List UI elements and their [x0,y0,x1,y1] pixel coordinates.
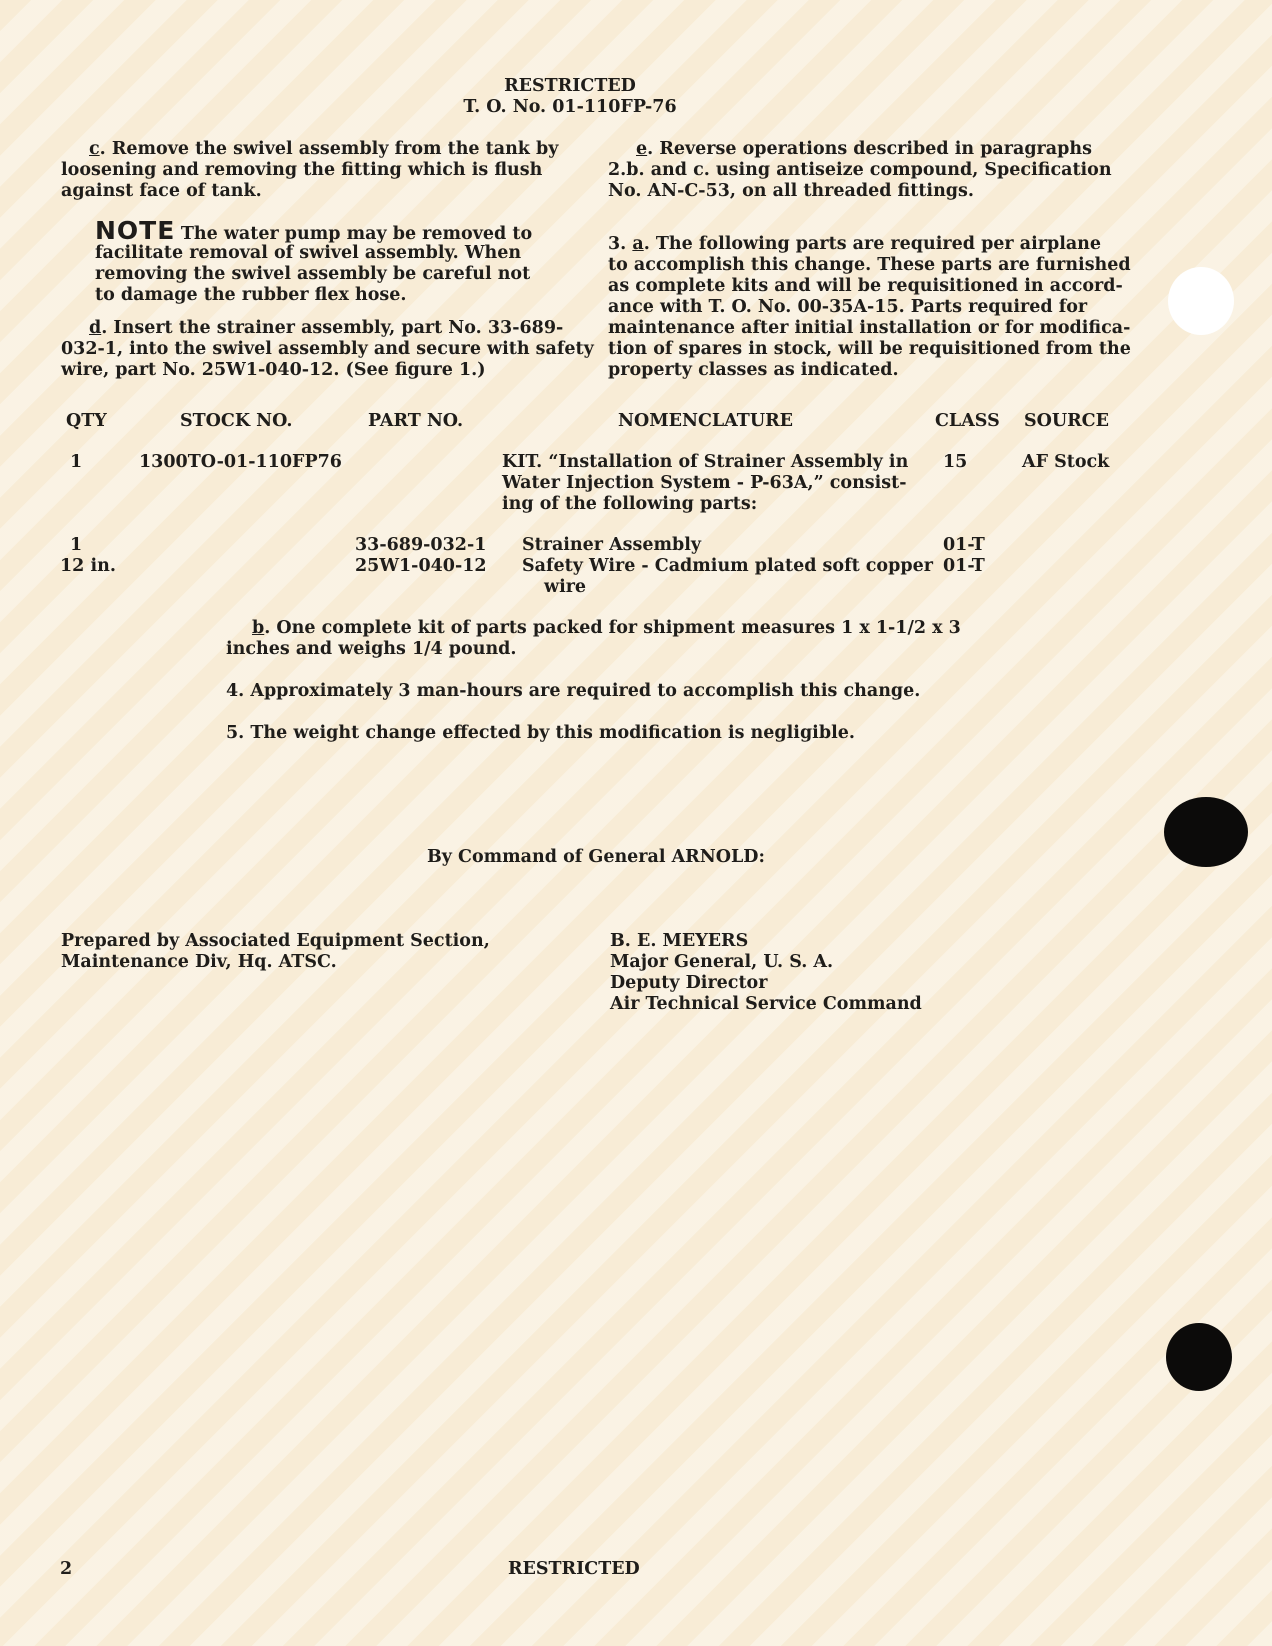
col-header-qty: QTY [66,411,107,431]
header-classification: RESTRICTED [504,76,636,96]
col-header-source: SOURCE [1024,411,1109,431]
para-3a-line-3: as complete kits and will be requisitioned in accord- [608,276,1123,296]
row-2-qty: 12 in. [60,556,116,576]
kit-nomenclature-line-2: Water Injection System - P-63A,” consist- [502,473,907,493]
signature-name: B. E. MEYERS [610,931,749,951]
para-d-letter: d [89,318,102,338]
para-3a-line-4: ance with T. O. No. 00-35A-15. Parts required for [608,297,1088,317]
para-e-text: . Reverse operations described in paragraphs [647,139,1092,159]
para-3-prefix: 3. [608,234,633,254]
para-d-line-2: 032-1, into the swivel assembly and secure with safety [61,339,594,359]
kit-class: 15 [943,452,968,472]
para-5: 5. The weight change effected by this modification is negligible. [226,723,855,743]
kit-stock-no: 1300TO-01-110FP76 [139,452,342,472]
para-d-line-1 [89,318,563,339]
page-number: 2 [60,1559,73,1579]
para-d-text: . Insert the strainer assembly, part No. 33-689- [101,318,564,338]
punch-hole-top [1168,267,1234,335]
punch-hole-middle [1164,797,1248,867]
para-e-line-3: No. AN-C-53, on all threaded fittings. [608,181,974,201]
col-header-part-no: PART NO. [368,411,464,431]
note-line-4: to damage the rubber flex hose. [95,285,407,305]
note-line-3: removing the swivel assembly be careful not [95,264,531,284]
signature-rank: Major General, U. S. A. [610,952,834,972]
row-2-nomenclature: Safety Wire - Cadmium plated soft copper [522,556,933,576]
command-line: By Command of General ARNOLD: [427,847,765,867]
signature-title: Deputy Director [610,973,768,993]
note-text: The water pump may be removed to [180,224,533,244]
col-header-nomenclature: NOMENCLATURE [618,411,793,431]
para-3a-text: . The following parts are required per airplane [643,234,1102,254]
para-3b-letter: b [252,618,265,638]
para-c-line-2: loosening and removing the fitting which is flush [61,160,543,180]
col-header-class: CLASS [935,411,1000,431]
para-e-letter: e [636,139,648,159]
para-3a-line-2: to accomplish this change. These parts are furnished [608,255,1131,275]
row-1-qty: 1 [70,535,83,555]
prepared-by-line-1: Prepared by Associated Equipment Section, [61,931,490,951]
row-1-part-no: 33-689-032-1 [355,535,487,555]
para-3a-line-7: property classes as indicated. [608,360,899,380]
note-line-2: facilitate removal of swivel assembly. When [95,243,522,263]
para-c-line-1 [89,139,558,160]
prepared-by-line-2: Maintenance Div, Hq. ATSC. [61,952,337,972]
punch-hole-bottom [1166,1323,1232,1391]
para-d-line-3: wire, part No. 25W1-040-12. (See figure 1.) [61,360,486,380]
col-header-stock-no: STOCK NO. [180,411,293,431]
para-c-letter: c [89,139,100,159]
row-2-part-no: 25W1-040-12 [355,556,487,576]
kit-source: AF Stock [1022,452,1110,472]
row-1-class: 01-T [943,535,985,555]
para-e-line-1 [636,139,1092,160]
kit-qty: 1 [70,452,83,472]
kit-nomenclature-line-3: ing of the following parts: [502,494,758,514]
note-line-1 [95,216,533,245]
para-3a-line-5: maintenance after initial installation or for modifica- [608,318,1131,338]
signature-organization: Air Technical Service Command [610,994,922,1014]
note-label: NOTE [95,216,176,245]
para-3a-letter: a [632,234,644,254]
footer-classification: RESTRICTED [508,1559,640,1579]
row-1-nomenclature: Strainer Assembly [522,535,702,555]
para-c-text: . Remove the swivel assembly from the tank by [99,139,559,159]
para-3b-line-2: inches and weighs 1/4 pound. [226,639,517,659]
para-4: 4. Approximately 3 man-hours are required to accomplish this change. [226,681,921,701]
para-c-line-3: against face of tank. [61,181,262,201]
para-3a-line-6: tion of spares in stock, will be requisitioned from the [608,339,1131,359]
header-to-number: T. O. No. 01-110FP-76 [463,97,677,117]
para-3b-line-1 [252,618,961,639]
para-3b-text: . One complete kit of parts packed for shipment measures 1 x 1-1/2 x 3 [264,618,961,638]
para-e-line-2: 2.b. and c. using antiseize compound, Specification [608,160,1112,180]
row-2-nomenclature-cont: wire [544,577,587,597]
kit-nomenclature-line-1: KIT. “Installation of Strainer Assembly in [502,452,909,472]
para-3a-line-1 [608,234,1101,255]
row-2-class: 01-T [943,556,985,576]
